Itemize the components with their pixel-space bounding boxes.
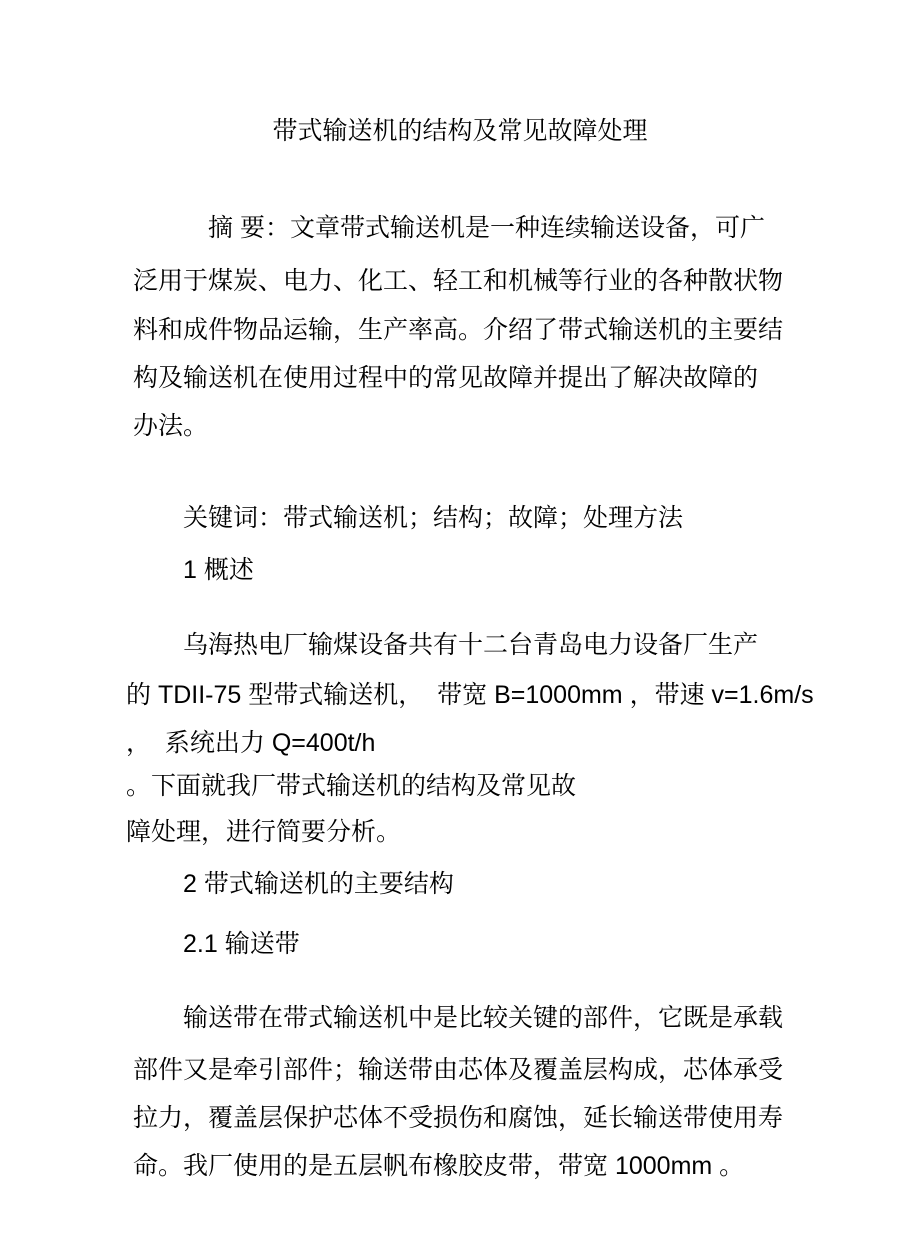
overview-line-2: 的 TDII-75 型带式输送机， 带宽 B=1000mm ，带速 v=1.6m/s [126,681,814,709]
belt-line-1: 输送带在带式输送机中是比较关键的部件，它既是承载 [183,1004,784,1032]
abstract-line-5: 办法。 [133,412,209,440]
abstract-line-3: 料和成件物品运输，生产率高。介绍了带式输送机的主要结 [133,316,784,344]
belt-line-4: 命。我厂使用的是五层帆布橡胶皮带，带宽 1000mm 。 [133,1152,745,1180]
overview-line-5: 障处理，进行简要分析。 [126,818,402,846]
section-heading-overview: 1 概述 [183,556,254,584]
abstract-line-4: 构及输送机在使用过程中的常见故障并提出了解决故障的 [133,364,759,392]
overview-line-3: ， 系统出力 Q=400t/h [126,729,376,757]
abstract-line-2: 泛用于煤炭、电力、化工、轻工和机械等行业的各种散状物 [133,267,784,295]
section-heading-structure: 2 带式输送机的主要结构 [183,870,454,898]
section-heading-belt: 2.1 输送带 [183,930,300,958]
keywords-line: 关键词：带式输送机；结构；故障；处理方法 [183,504,684,532]
overview-line-4: 。下面就我厂带式输送机的结构及常见故 [126,772,577,800]
abstract-line-1: 摘 要：文章带式输送机是一种连续输送设备，可广 [208,214,765,242]
document-title: 带式输送机的结构及常见故障处理 [272,117,648,145]
belt-line-2: 部件又是牵引部件；输送带由芯体及覆盖层构成，芯体承受 [133,1056,784,1084]
belt-line-3: 拉力，覆盖层保护芯体不受损伤和腐蚀，延长输送带使用寿 [133,1104,784,1132]
overview-line-1: 乌海热电厂输煤设备共有十二台青岛电力设备厂生产 [183,631,759,659]
